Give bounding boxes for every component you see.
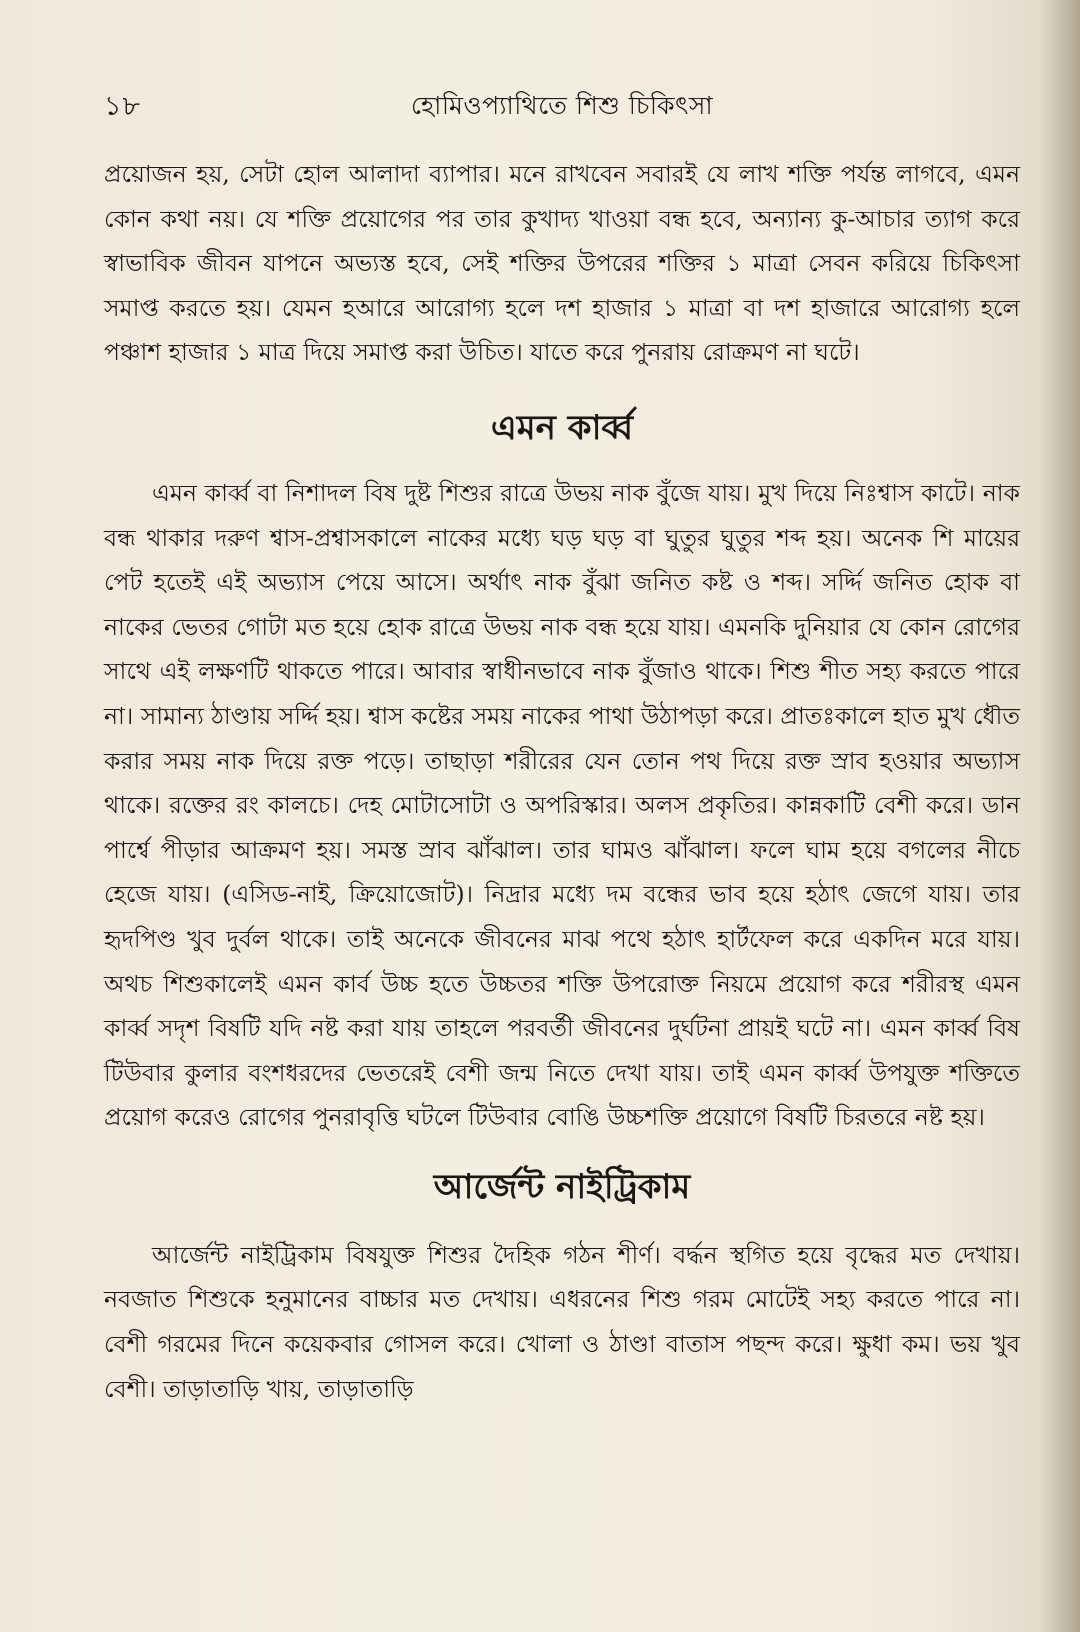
book-title: হোমিওপ্যাথিতে শিশু চিকিৎসা: [410, 91, 714, 120]
section-paragraph-emon-carb: এমন কার্ব্ব বা নিশাদল বিষ দুষ্ট শিশুর রাত্রে উভয় নাক বুঁজে যায়। মুখ দিয়ে নিঃশ্বাস কাটে। নাক বন্ধ থাকার দরুণ শ্বাস-প্রশ্বাসকালে নাকের মধ্যে ঘড় ঘড় বা ঘুতুর ঘুতুর শব্দ হয়। অনেক শি মায়ের পেট হতেই এই অভ্যাস পেয়ে আসে। অর্থাৎ নাক বুঁঝা জনিত কষ্ট ও শব্দ। সর্দ্দি জনিত হোক বা নাকের ভেতর গোটা মত হয়ে হোক রাত্রে উভয় নাক বন্ধ হয়ে যায়। এমনকি দুনিয়ার যে কোন রোগের সাথে এই লক্ষণটি থাকতে পারে। আবার স্বাধীনভাবে নাক বুঁজাও থাকে। শিশু শীত সহ্য করতে পারে না। সামান্য ঠাণ্ডায় সর্দ্দি হয়। শ্বাস কষ্টের সময় নাকের পাথা উঠাপড়া করে। প্রাতঃকালে হাত মুখ ধৌত করার সময় নাক দিয়ে রক্ত পড়ে। তাছাড়া শরীরের যেন তোন পথ দিয়ে রক্ত স্রাব হওয়ার অভ্যাস থাকে। রক্তের রং কালচে। দেহ মোটাসোটা ও অপরিস্কার। অলস প্রকৃতির। কান্নকাটি বেশী করে। ডান পার্শ্বে পীড়ার আক্রমণ হয়। সমস্ত স্রাব ঝাঁঝাল। তার ঘামও ঝাঁঝাল। ফলে ঘাম হয়ে বগলের নীচে হেজে যায়। (এসিড-নাই, ক্রিয়োজোট)। নিদ্রার মধ্যে দম বন্ধের ভাব হয়ে হঠাৎ জেগে যায়। তার হৃদপিণ্ড খুব দুর্বল থাকে। তাই অনেকে জীবনের মাঝ পথে হঠাৎ হার্টফেল করে একদিন মরে যায়। অথচ শিশুকালেই এমন কার্ব উচ্চ হতে উচ্চতর শক্তি উপরোক্ত নিয়মে প্রয়োগ করে শরীরস্থ এমন কার্ব্ব সদৃশ বিষটি যদি নষ্ট করা যায় তাহলে পরবর্তী জীবনের দুর্ঘটনা প্রায়ই ঘটে না। এমন কার্ব্ব বিষ টিউবার কুলার বংশধরদের ভেতরেই বেশী জন্ম নিতে দেখা যায়। তাই এমন কার্ব্ব উপযুক্ত শক্তিতে প্রয়োগ করেও রোগের পুনরাবৃত্তি ঘটলে টিউবার বোঙি উচ্চশক্তি প্রয়োগে বিষটি চিরতরে নষ্ট হয়।: [104, 478, 1020, 1132]
page-number: ১৮: [104, 91, 142, 122]
section-paragraph-argent-nitricum: আর্জেন্ট নাইট্রিকাম বিষযুক্ত শিশুর দৈহিক গঠন শীর্ণ। বর্দ্ধন স্থগিত হয়ে বৃদ্ধের মত দেখায়। নবজাত শিশুকে হনুমানের বাচ্চার মত দেখায়। এধরনের শিশু গরম মোটেই সহ্য করতে পারে না। বেশী গরমের দিনে কয়েকবার গোসল করে। খোলা ও ঠাণ্ডা বাতাস পছন্দ করে। ক্ষুধা কম। ভয় খুব বেশী। তাড়াতাড়ি খায়, তাড়াতাড়ি: [104, 1240, 1020, 1403]
page-binding-shadow: [1040, 0, 1080, 1632]
section-heading-emon-carb: এমন কার্ব্ব: [490, 407, 634, 448]
running-head: [104, 86, 1020, 126]
intro-paragraph: প্রয়োজন হয়, সেটা হোল আলাদা ব্যাপার। মনে রাখবেন সবারই যে লাখ শক্তি পর্যন্ত লাগবে, এমন কোন কথা নয়। যে শক্তি প্রয়োগের পর তার কুখাদ্য খাওয়া বন্ধ হবে, অন্যান্য কু-আচার ত্যাগ করে স্বাভাবিক জীবন যাপনে অভ্যস্ত হবে, সেই শক্তির উপরের শক্তির ১ মাত্রা সেবন করিয়ে চিকিৎসা সমাপ্ত করতে হয়। যেমন হআরে আরোগ্য হলে দশ হাজার ১ মাত্রা বা দশ হাজারে আরোগ্য হলে পঞ্চাশ হাজার ১ মাত্র দিয়ে সমাপ্ত করা উচিত। যাতে করে পুনরায় রোক্রমণ না ঘটে।: [104, 160, 1020, 367]
section-heading-argent-nitricum: আর্জেন্ট নাইট্রিকাম: [433, 1166, 691, 1207]
body-text: [104, 152, 1020, 1411]
